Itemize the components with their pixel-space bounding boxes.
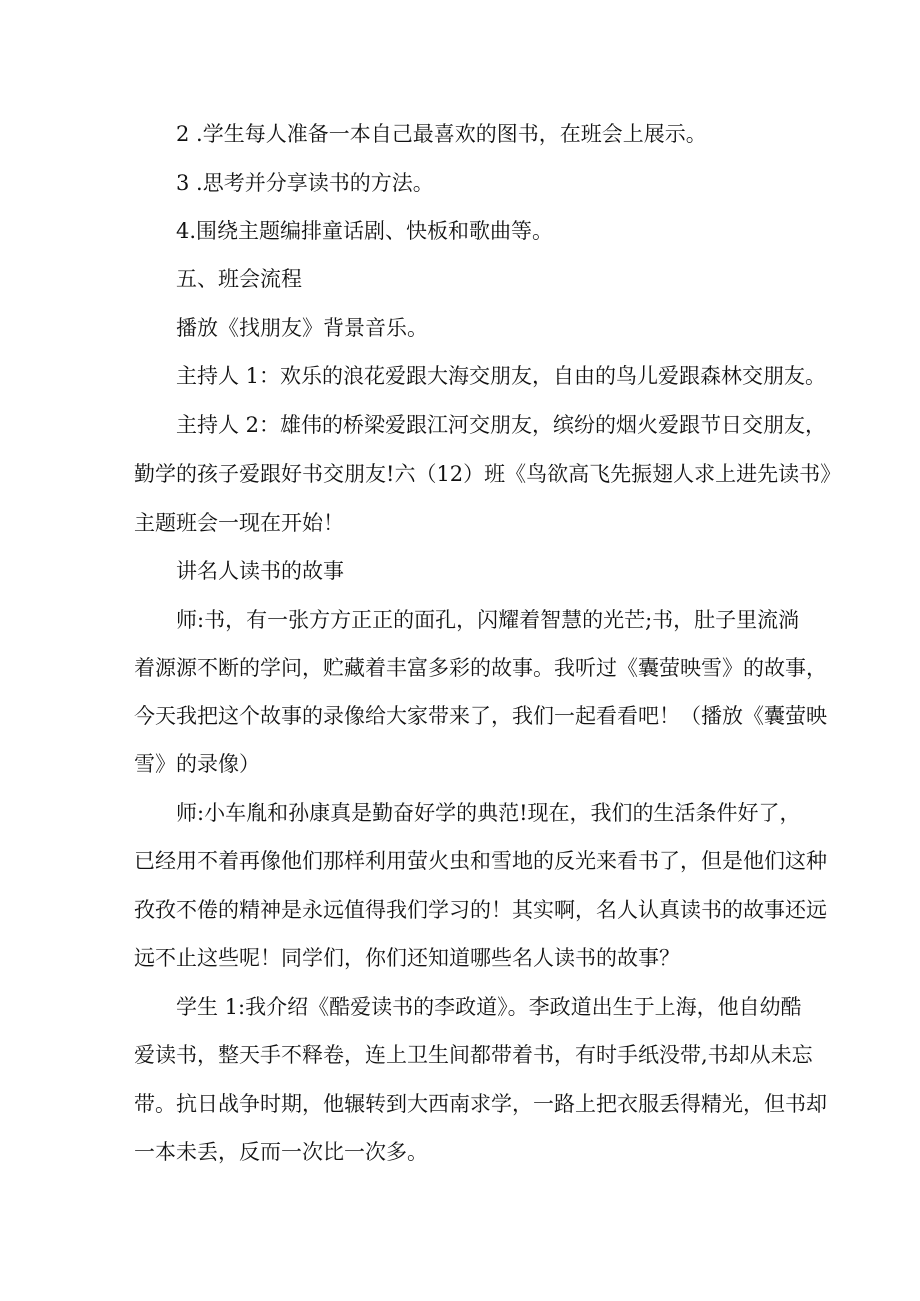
list-item-reading-methods: 3 .思考并分享读书的方法。 (176, 171, 434, 195)
paragraph-background-music: 播放《找朋友》背景音乐。 (176, 316, 428, 340)
paragraph-teacher-1-line-3: 今天我把这个故事的录像给大家带来了，我们一起看看吧！（播放《囊萤映 (134, 704, 827, 728)
section-heading-meeting-flow: 五、班会流程 (176, 267, 302, 291)
paragraph-host-1: 主持人 1：欢乐的浪花爱跟大海交朋友，自由的鸟儿爱跟森林交朋友。 (176, 364, 827, 388)
paragraph-teacher-1-line-2: 着源源不断的学问，贮藏着丰富多彩的故事。我听过《囊萤映雪》的故事， (134, 656, 827, 680)
paragraph-student-1-line-4: 一本未丢，反而一次比一次多。 (134, 1140, 428, 1164)
paragraph-host-2-line-1: 主持人 2：雄伟的桥梁爱跟江河交朋友，缤纷的烟火爱跟节日交朋友， (176, 413, 827, 437)
section-heading-famous-reading-stories: 讲名人读书的故事 (176, 559, 344, 583)
paragraph-teacher-2-line-3: 孜孜不倦的精神是永远值得我们学习的！其实啊，名人认真读书的故事还远 (134, 898, 827, 922)
paragraph-host-2-line-2: 勤学的孩子爱跟好书交朋友!六（12）班《鸟欲高飞先振翅人求上进先读书》 (134, 462, 842, 486)
list-item-prepare-book: 2 .学生每人准备一本自己最喜欢的图书，在班会上展示。 (176, 122, 707, 146)
paragraph-teacher-1-line-1: 师:书，有一张方方正正的面孔，闪耀着智慧的光芒;书，肚子里流淌 (176, 608, 800, 632)
paragraph-student-1-line-1: 学生 1:我介绍《酷爱读书的李政道》。李政道出生于上海，他自幼酷 (176, 995, 802, 1019)
paragraph-teacher-1-line-4: 雪》的录像） (134, 752, 260, 776)
paragraph-host-2-line-3: 主题班会一现在开始！ (134, 511, 344, 535)
paragraph-teacher-2-line-2: 已经用不着再像他们那样利用萤火虫和雪地的反光来看书了，但是他们这种 (134, 849, 827, 873)
list-item-rehearse-program: 4.围绕主题编排童话剧、快板和歌曲等。 (176, 219, 554, 243)
paragraph-teacher-2-line-4: 远不止这些呢！同学们，你们还知道哪些名人读书的故事？ (134, 946, 680, 970)
paragraph-student-1-line-2: 爱读书，整天手不释卷，连上卫生间都带着书，有时手纸没带,书却从未忘 (134, 1043, 813, 1067)
paragraph-student-1-line-3: 带。抗日战争时期，他辗转到大西南求学，一路上把衣服丢得精光，但书却 (134, 1092, 827, 1116)
paragraph-teacher-2-line-1: 师:小车胤和孙康真是勤奋好学的典范!现在，我们的生活条件好了， (176, 801, 801, 825)
